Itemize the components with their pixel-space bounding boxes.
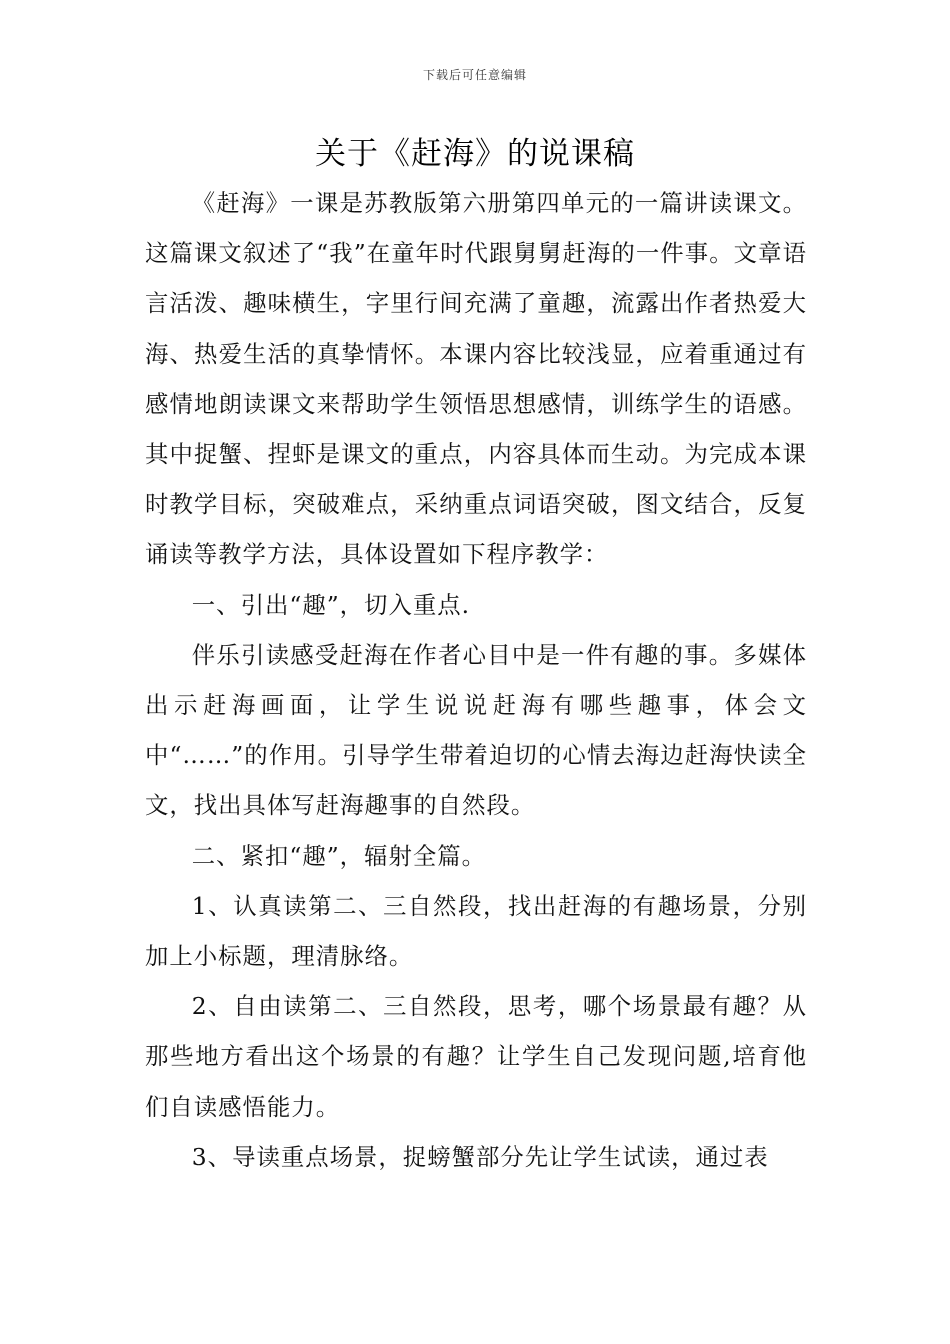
paragraph-step-1: 1、认真读第二、三自然段，找出赶海的有趣场景，分别加上小标题，理清脉络。 [145, 891, 807, 971]
paragraph-section-two-heading: 二、紧扣“趣”，辐射全篇。 [191, 841, 487, 870]
paragraph-step-2: 2、自由读第二、三自然段，思考，哪个场景最有趣？从那些地方看出这个场景的有趣？让学生自己发现问题,培育他们自读感悟能力。 [145, 992, 807, 1121]
header-note: 下载后可任意编辑 [422, 68, 527, 82]
paragraph-section-one-heading: 一、引出“趣”，切入重点. [191, 590, 471, 619]
paragraph-step-3: 3、导读重点场景，捉螃蟹部分先让学生试读，通过表 [191, 1142, 769, 1171]
paragraph-intro: 《赶海》一课是苏教版第六册第四单元的一篇讲读课文。这篇课文叙述了“我”在童年时代跟舅舅赶海的一件事。文章语言活泼、趣味横生，字里行间充满了童趣，流露出作者热爱大海、热爱生活的真挚情怀。本课内容比较浅显，应着重通过有感情地朗读课文来帮助学生领悟思想感情，训练学生的语感。其中捉蟹、捏虾是课文的重点，内容具体而生动。为完成本课时教学目标，突破难点，采纳重点词语突破，图文结合，反复诵读等教学方法，具体设置如下程序教学： [145, 189, 807, 569]
paragraph-section-one-body: 伴乐引读感受赶海在作者心目中是一件有趣的事。多媒体出示赶海画面，让学生说说赶海有哪些趣事，体会文中“……”的作用。引导学生带着迫切的心情去海边赶海快读全文，找出具体写赶海趣事的自然段。 [145, 640, 807, 820]
document-body [145, 178, 807, 1182]
document-title: 关于《赶海》的说课稿 [315, 136, 635, 172]
